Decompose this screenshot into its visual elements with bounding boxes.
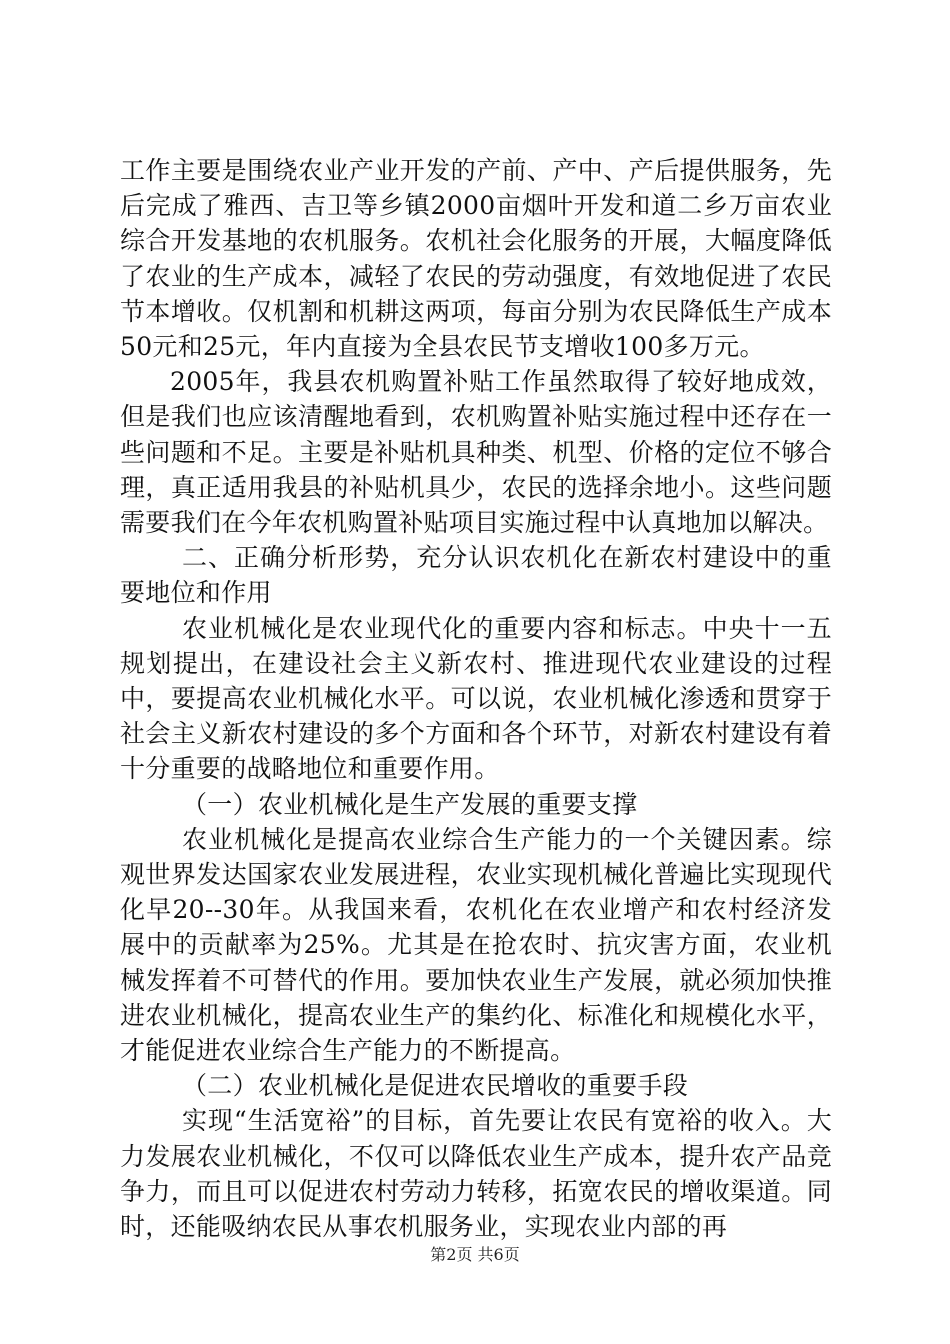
paragraph-continuation: 工作主要是围绕农业产业开发的产前、产中、产后提供服务，先后完成了雅西、吉卫等乡镇2000亩烟叶开发和道二乡万亩农业综合开发基地的农机服务。农机社会化服务的开展，大幅度降低了农业的生产成本，减轻了农民的劳动强度，有效地促进了农民节本增收。仅机割和机耕这两项，每亩分别为农民降低生产成本50元和25元，年内直接为全县农民节支增收100多万元。 xyxy=(120,156,832,362)
page-footer xyxy=(0,1245,950,1265)
paragraph-mechanization-importance: 农业机械化是农业现代化的重要内容和标志。中央十一五规划提出，在建设社会主义新农村、推进现代农业建设的过程中，要提高农业机械化水平。可以说，农业机械化渗透和贯穿于社会主义新农村建设的多个方面和各个环节，对新农村建设有着十分重要的战略地位和重要作用。 xyxy=(120,613,832,784)
section-heading-two: 二、正确分析形势，充分认识农机化在新农村建设中的重要地位和作用 xyxy=(120,543,832,608)
page-number-label: 第2页 共6页 xyxy=(430,1245,520,1264)
document-body xyxy=(120,153,832,1244)
paragraph-income-growth: 实现“生活宽裕”的目标，首先要让农民有宽裕的收入。大力发展农业机械化，不仅可以降低农业生产成本，提升农产品竞争力，而且可以促进农村劳动力转移，拓宽农民的增收渠道。同时，还能吸纳农民从事农机服务业，实现农业内部的再 xyxy=(120,1106,832,1242)
subheading-two: （二）农业机械化是促进农民增收的重要手段 xyxy=(182,1071,689,1101)
paragraph-production-support: 农业机械化是提高农业综合生产能力的一个关键因素。综观世界发达国家农业发展进程，农业实现机械化普遍比实现现代化早20--30年。从我国来看，农机化在农业增产和农村经济发展中的贡献率为25%。尤其是在抢农时、抗灾害方面，农业机械发挥着不可替代的作用。要加快农业生产发展，就必须加快推进农业机械化，提高农业生产的集约化、标准化和规模化水平，才能促进农业综合生产能力的不断提高。 xyxy=(120,824,832,1066)
paragraph-subsidy-issues: 2005年，我县农机购置补贴工作虽然取得了较好地成效，但是我们也应该清醒地看到，农机购置补贴实施过程中还存在一些问题和不足。主要是补贴机具种类、机型、价格的定位不够合理，真正适用我县的补贴机具少，农民的选择余地小。这些问题需要我们在今年农机购置补贴项目实施过程中认真地加以解决。 xyxy=(120,367,832,538)
subheading-one: （一）农业机械化是生产发展的重要支撑 xyxy=(182,789,638,819)
